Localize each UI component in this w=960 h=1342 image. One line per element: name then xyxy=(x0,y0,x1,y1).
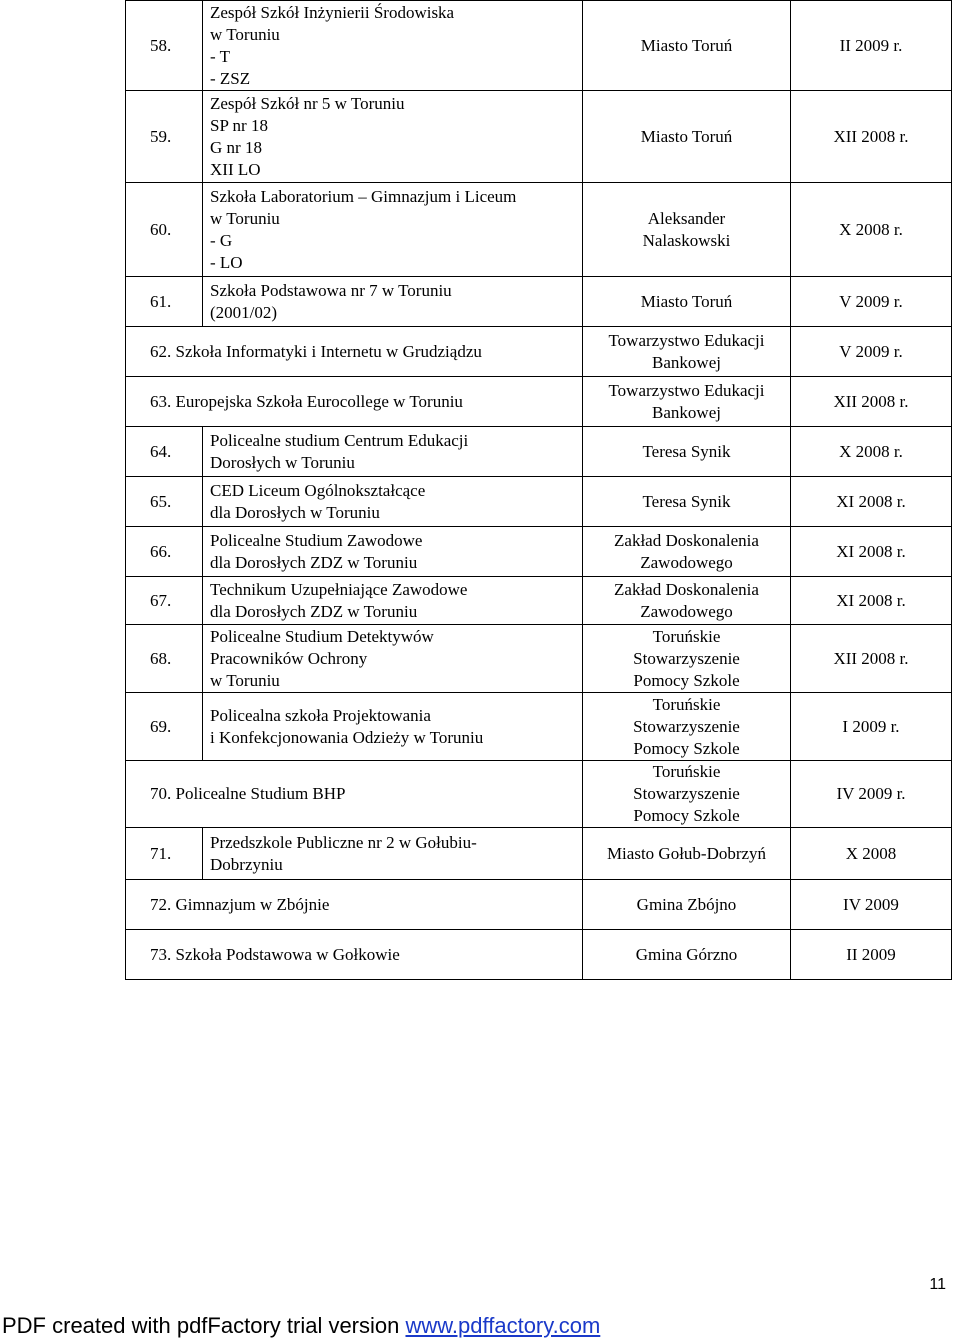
founding-body: Zakład Doskonalenia Zawodowego xyxy=(583,527,791,577)
table-row xyxy=(126,577,952,625)
founding-body: Miasto Toruń xyxy=(583,1,791,91)
entry-date: X 2008 r. xyxy=(791,427,952,477)
entry-date: V 2009 r. xyxy=(791,277,952,327)
pdf-footer xyxy=(2,1313,600,1339)
entry-date: X 2008 r. xyxy=(791,183,952,277)
school-name-text: Europejska Szkoła Eurocollege w Toruniu xyxy=(175,391,463,411)
table-row xyxy=(126,91,952,183)
page-number: 11 xyxy=(929,1276,946,1293)
row-number: 69. xyxy=(126,693,203,761)
table-row xyxy=(126,828,952,880)
entry-date: II 2009 r. xyxy=(791,1,952,91)
row-number: 73. xyxy=(150,944,172,964)
row-number: 68. xyxy=(126,625,203,693)
row-number: 58. xyxy=(126,1,203,91)
school-name: Policealne Studium Detektywów Pracowników Ochrony w Toruniu xyxy=(203,625,583,693)
school-name xyxy=(126,377,583,427)
founding-body: Teresa Synik xyxy=(583,477,791,527)
table-row xyxy=(126,327,952,377)
founding-body: Aleksander Nalaskowski xyxy=(583,183,791,277)
table-row xyxy=(126,427,952,477)
table-row xyxy=(126,930,952,980)
school-name xyxy=(126,761,583,828)
entry-date: XI 2008 r. xyxy=(791,577,952,625)
table-row xyxy=(126,625,952,693)
table-row xyxy=(126,693,952,761)
school-name: Policealne Studium Zawodowe dla Dorosłych ZDZ w Toruniu xyxy=(203,527,583,577)
table-row xyxy=(126,183,952,277)
row-number: 61. xyxy=(126,277,203,327)
table-row xyxy=(126,1,952,91)
footer-link[interactable]: www.pdffactory.com xyxy=(405,1313,601,1338)
founding-body: Towarzystwo Edukacji Bankowej xyxy=(583,377,791,427)
schools-table xyxy=(125,0,952,980)
founding-body: Toruńskie Stowarzyszenie Pomocy Szkole xyxy=(583,625,791,693)
entry-date: XII 2008 r. xyxy=(791,377,952,427)
entry-date: V 2009 r. xyxy=(791,327,952,377)
founding-body: Gmina Zbójno xyxy=(583,880,791,930)
table-row xyxy=(126,477,952,527)
row-number: 72. xyxy=(150,894,172,914)
table-row xyxy=(126,277,952,327)
founding-body: Toruńskie Stowarzyszenie Pomocy Szkole xyxy=(583,761,791,828)
school-name: Przedszkole Publiczne nr 2 w Gołubiu- Dobrzyniu xyxy=(203,828,583,880)
founding-body: Miasto Toruń xyxy=(583,91,791,183)
row-number: 64. xyxy=(126,427,203,477)
school-name: Zespół Szkół Inżynierii Środowiska w Toruniu - T - ZSZ xyxy=(203,1,583,91)
footer-text: PDF created with pdfFactory trial version xyxy=(2,1313,406,1338)
row-number: 67. xyxy=(126,577,203,625)
entry-date: I 2009 r. xyxy=(791,693,952,761)
row-number: 71. xyxy=(126,828,203,880)
table-row xyxy=(126,527,952,577)
school-name: Szkoła Podstawowa nr 7 w Toruniu (2001/02) xyxy=(203,277,583,327)
school-name-text: Szkoła Informatyki i Internetu w Grudziądzu xyxy=(175,341,482,361)
founding-body: Zakład Doskonalenia Zawodowego xyxy=(583,577,791,625)
founding-body: Miasto Gołub-Dobrzyń xyxy=(583,828,791,880)
school-name-text: Gimnazjum w Zbójnie xyxy=(175,894,330,914)
founding-body: Miasto Toruń xyxy=(583,277,791,327)
founding-body: Toruńskie Stowarzyszenie Pomocy Szkole xyxy=(583,693,791,761)
entry-date: IV 2009 r. xyxy=(791,761,952,828)
school-name: Technikum Uzupełniające Zawodowe dla Dorosłych ZDZ w Toruniu xyxy=(203,577,583,625)
school-name xyxy=(126,930,583,980)
row-number: 66. xyxy=(126,527,203,577)
founding-body: Towarzystwo Edukacji Bankowej xyxy=(583,327,791,377)
school-name xyxy=(126,327,583,377)
school-name: Policealne studium Centrum Edukacji Dorosłych w Toruniu xyxy=(203,427,583,477)
school-name: Policealna szkoła Projektowania i Konfekcjonowania Odzieży w Toruniu xyxy=(203,693,583,761)
founding-body: Gmina Górzno xyxy=(583,930,791,980)
entry-date: II 2009 xyxy=(791,930,952,980)
school-name xyxy=(126,880,583,930)
table-row xyxy=(126,761,952,828)
entry-date: XI 2008 r. xyxy=(791,477,952,527)
table-row xyxy=(126,377,952,427)
row-number: 62. xyxy=(150,341,172,361)
row-number: 63. xyxy=(150,391,172,411)
school-name-text: Policealne Studium BHP xyxy=(175,784,346,803)
school-name: CED Liceum Ogólnokształcące dla Dorosłych w Toruniu xyxy=(203,477,583,527)
entry-date: XI 2008 r. xyxy=(791,527,952,577)
table-row xyxy=(126,880,952,930)
entry-date: XII 2008 r. xyxy=(791,91,952,183)
row-number: 60. xyxy=(126,183,203,277)
school-name: Zespół Szkół nr 5 w Toruniu SP nr 18 G nr 18 XII LO xyxy=(203,91,583,183)
row-number: 65. xyxy=(126,477,203,527)
entry-date: XII 2008 r. xyxy=(791,625,952,693)
row-number: 70. xyxy=(150,784,172,803)
entry-date: IV 2009 xyxy=(791,880,952,930)
school-name: Szkoła Laboratorium – Gimnazjum i Liceum w Toruniu - G - LO xyxy=(203,183,583,277)
founding-body: Teresa Synik xyxy=(583,427,791,477)
entry-date: X 2008 xyxy=(791,828,952,880)
school-name-text: Szkoła Podstawowa w Gołkowie xyxy=(175,944,400,964)
row-number: 59. xyxy=(126,91,203,183)
